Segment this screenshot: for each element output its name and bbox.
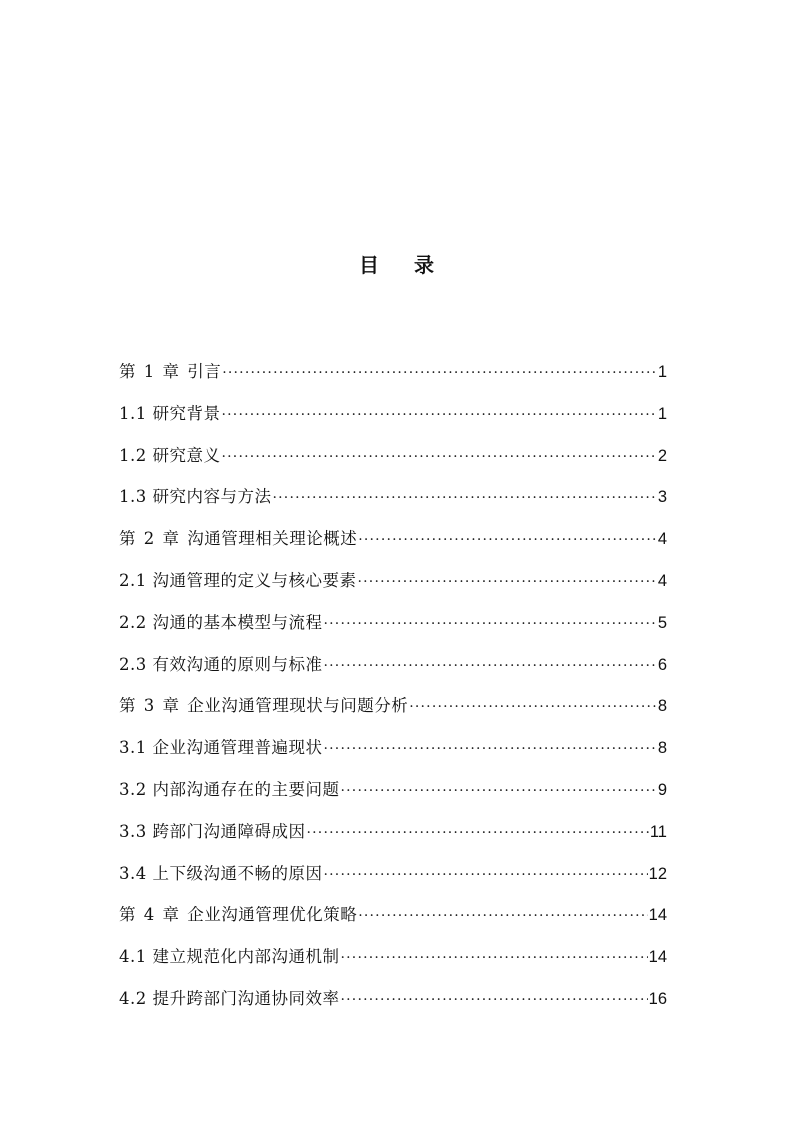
toc-entry-label: 3.4 上下级沟通不畅的原因	[119, 863, 323, 883]
toc-entry-2-3[interactable]	[119, 647, 667, 689]
toc-page-number: 9	[657, 780, 667, 799]
toc-entry-4-2[interactable]	[119, 981, 667, 1023]
toc-dot-leader	[358, 522, 657, 558]
toc-entry-1-1[interactable]	[119, 396, 667, 438]
toc-dot-leader	[341, 940, 648, 976]
toc-entry-2-2[interactable]	[119, 605, 667, 647]
toc-entry-2-1[interactable]	[119, 563, 667, 605]
toc-entry-3-1[interactable]	[119, 730, 667, 772]
toc-page-number: 4	[657, 571, 667, 590]
toc-entry-4-1[interactable]	[119, 939, 667, 981]
toc-page-number: 2	[657, 446, 667, 465]
toc-page-number: 11	[649, 822, 667, 841]
toc-entry-label: 2.1 沟通管理的定义与核心要素	[119, 570, 357, 590]
toc-entry-label: 第 2 章 沟通管理相关理论概述	[119, 529, 358, 549]
toc-entry-1-2[interactable]	[119, 438, 667, 480]
toc-dot-leader	[222, 355, 657, 391]
toc-entry-3-2[interactable]	[119, 772, 667, 814]
toc-entry-label: 第 4 章 企业沟通管理优化策略	[119, 905, 358, 925]
toc-entry-label: 1.3 研究内容与方法	[119, 487, 272, 507]
toc-title: 目 录	[359, 253, 448, 277]
toc-entry-label: 2.2 沟通的基本模型与流程	[119, 612, 323, 632]
toc-entry-chapter-4[interactable]	[119, 897, 667, 939]
toc-dot-leader	[324, 731, 657, 767]
toc-page-number: 6	[657, 655, 667, 674]
toc-dot-leader	[222, 439, 657, 475]
toc-entry-label: 1.1 研究背景	[119, 403, 221, 423]
toc-entry-chapter-1[interactable]	[119, 354, 667, 396]
toc-page-number: 4	[657, 530, 667, 549]
toc-page-number: 16	[648, 989, 667, 1008]
toc-page-number: 3	[657, 488, 667, 507]
toc-entry-label: 2.3 有效沟通的原则与标准	[119, 654, 323, 674]
toc-dot-leader	[324, 648, 657, 684]
table-of-contents	[119, 354, 667, 1023]
toc-page-number: 14	[648, 948, 667, 967]
toc-entry-label: 3.2 内部沟通存在的主要问题	[119, 779, 340, 799]
toc-dot-leader	[341, 982, 648, 1018]
toc-entry-label: 第 3 章 企业沟通管理现状与问题分析	[119, 696, 409, 716]
toc-page-number: 8	[657, 739, 667, 758]
toc-dot-leader	[358, 564, 657, 600]
toc-dot-leader	[222, 397, 657, 433]
toc-entry-label: 4.1 建立规范化内部沟通机制	[119, 947, 340, 967]
toc-page-number: 1	[657, 363, 667, 381]
toc-entry-chapter-3[interactable]	[119, 688, 667, 730]
toc-dot-leader	[358, 898, 647, 934]
toc-entry-3-3[interactable]	[119, 814, 667, 856]
toc-dot-leader	[324, 857, 648, 893]
toc-entry-chapter-2[interactable]	[119, 521, 667, 563]
toc-dot-leader	[341, 773, 657, 809]
toc-dot-leader	[273, 480, 657, 516]
toc-dot-leader	[324, 606, 657, 642]
toc-page-number: 8	[657, 697, 667, 716]
toc-page-number: 5	[657, 613, 667, 632]
toc-page-number: 1	[657, 404, 667, 423]
toc-page-number: 12	[648, 864, 667, 883]
toc-entry-label: 3.1 企业沟通管理普遍现状	[119, 738, 323, 758]
toc-dot-leader	[409, 689, 657, 725]
toc-entry-label: 3.3 跨部门沟通障碍成因	[119, 821, 306, 841]
toc-entry-3-4[interactable]	[119, 856, 667, 898]
toc-entry-label: 4.2 提升跨部门沟通协同效率	[119, 988, 340, 1008]
toc-entry-label: 第 1 章 引言	[119, 362, 222, 381]
toc-dot-leader	[307, 815, 649, 851]
toc-entry-label: 1.2 研究意义	[119, 445, 221, 465]
toc-entry-1-3[interactable]	[119, 479, 667, 521]
toc-page-number: 14	[648, 906, 667, 925]
